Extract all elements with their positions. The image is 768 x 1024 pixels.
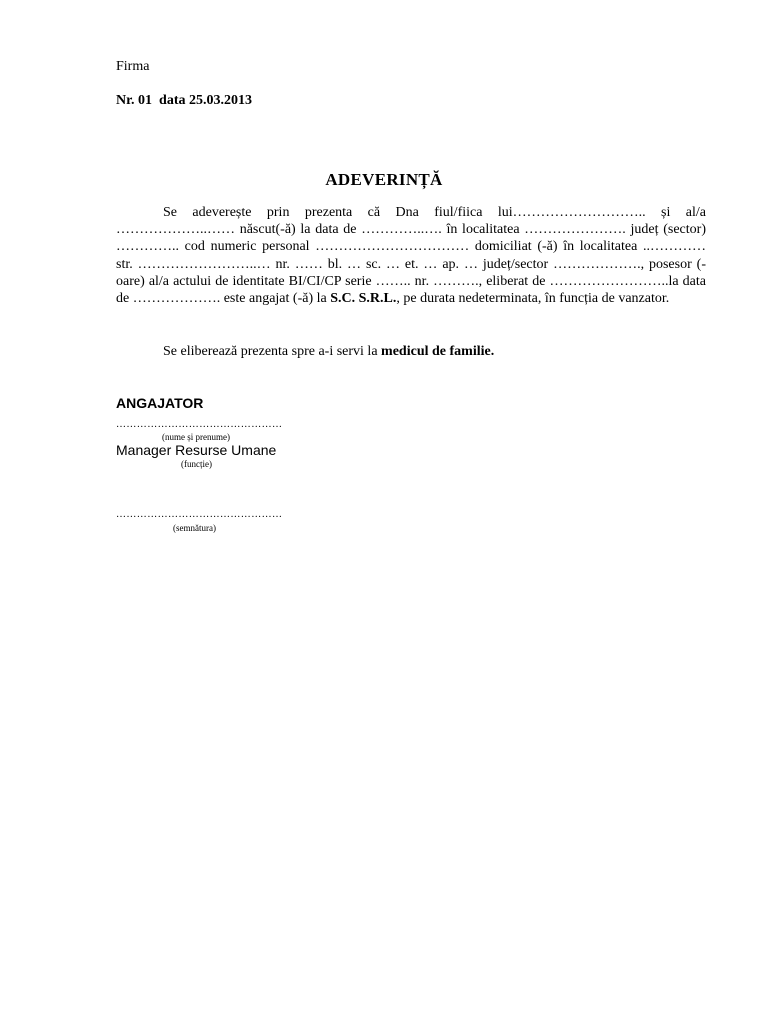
name-caption: (nume și prenume) <box>162 432 230 442</box>
purpose-target: medicul de familie. <box>381 344 495 359</box>
purpose-line <box>163 344 494 360</box>
signature-dotted-line: ………………………………………… <box>116 509 283 520</box>
company-label: Firma <box>116 59 150 74</box>
company-name: S.C. S.R.L. <box>330 291 397 307</box>
certificate-body <box>116 204 706 307</box>
body-text: Se adeverește prin prezenta că Dna fiul/fiica lui……………………….. și al/a ………………..…… născut(-ă) la data de …………..…. în localitatea …………………. județ (sector) ………….. cod numeric personal …………………………… domiciliat (-ă) în localitatea ..………… str. ……………………..… nr. …… bl. … sc. … et. … ap. … județ/sector ………………., posesor (-oare) al/a actului de identitate BI/CI/CP serie …….. nr. ………., eliberat de ……………………..la data de ………………. este angajat (-ă) la <box>116 205 706 307</box>
employer-label: ANGAJATOR <box>116 395 204 411</box>
name-dotted-line: ………………………………………… <box>116 419 283 430</box>
document-number: Nr. 01 data 25.03.2013 <box>116 93 252 108</box>
body-tail: , pe durata nedeterminata, în funcția de vanzator. <box>396 291 670 307</box>
manager-title: Manager Resurse Umane <box>116 442 277 458</box>
purpose-text: Se eliberează prezenta spre a-i servi la <box>163 344 382 359</box>
document-title: ADEVERINȚĂ <box>325 170 443 189</box>
signature-caption: (semnătura) <box>173 523 216 533</box>
function-caption: (funcție) <box>181 459 212 469</box>
